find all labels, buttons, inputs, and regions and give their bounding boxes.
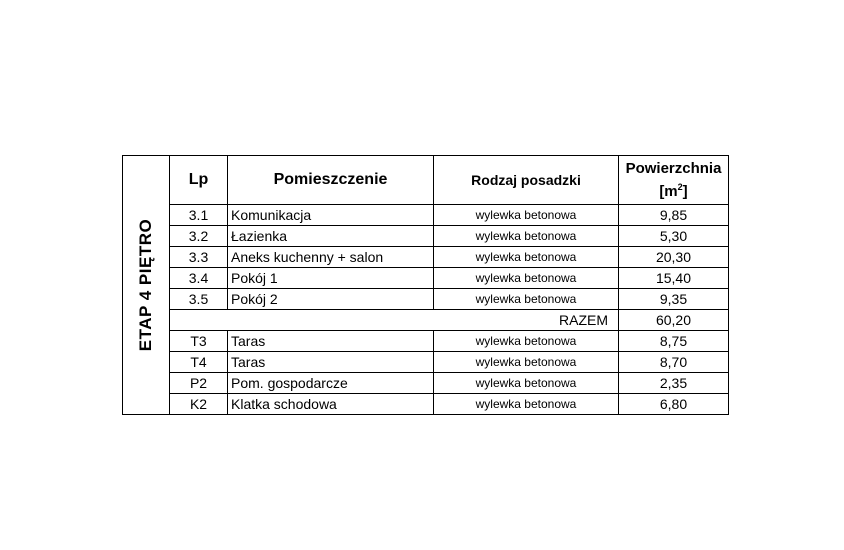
table-row: [123, 331, 729, 352]
row-floor: wylewka betonowa: [434, 205, 619, 226]
row-area: 2,35: [619, 373, 729, 394]
row-room: Klatka schodowa: [228, 394, 434, 415]
row-lp: K2: [170, 394, 228, 415]
row-room: Taras: [228, 352, 434, 373]
header-floor-type: Rodzaj posadzki: [434, 156, 619, 205]
table-header-row: [123, 156, 729, 205]
room-area-table: [122, 155, 729, 415]
row-floor: wylewka betonowa: [434, 226, 619, 247]
row-lp: 3.1: [170, 205, 228, 226]
header-area-line1: Powierzchnia: [625, 159, 722, 177]
row-room: Komunikacja: [228, 205, 434, 226]
table-row: [123, 247, 729, 268]
table-row: [123, 205, 729, 226]
row-floor: wylewka betonowa: [434, 289, 619, 310]
row-area: 9,35: [619, 289, 729, 310]
table-row: [123, 268, 729, 289]
total-label: RAZEM: [170, 310, 619, 331]
row-floor: wylewka betonowa: [434, 247, 619, 268]
row-lp: 3.4: [170, 268, 228, 289]
header-area-unit: $[m^2]$: [659, 181, 688, 200]
row-room: Pom. gospodarcze: [228, 373, 434, 394]
row-lp: 3.5: [170, 289, 228, 310]
row-floor: wylewka betonowa: [434, 352, 619, 373]
row-area: 20,30: [619, 247, 729, 268]
row-room: Taras: [228, 331, 434, 352]
stage-floor-label-cell: [123, 156, 170, 415]
row-lp: T4: [170, 352, 228, 373]
table-row: [123, 373, 729, 394]
row-area: 15,40: [619, 268, 729, 289]
row-lp: P2: [170, 373, 228, 394]
header-lp: Lp: [170, 156, 228, 205]
total-row: [123, 310, 729, 331]
row-area: 9,85: [619, 205, 729, 226]
row-floor: wylewka betonowa: [434, 331, 619, 352]
row-floor: wylewka betonowa: [434, 394, 619, 415]
row-area: 5,30: [619, 226, 729, 247]
row-room: Pokój 1: [228, 268, 434, 289]
table-row: [123, 289, 729, 310]
header-area: [619, 156, 729, 205]
row-room: Łazienka: [228, 226, 434, 247]
row-room: Aneks kuchenny + salon: [228, 247, 434, 268]
row-room: Pokój 2: [228, 289, 434, 310]
row-floor: wylewka betonowa: [434, 373, 619, 394]
row-floor: wylewka betonowa: [434, 268, 619, 289]
row-lp: 3.3: [170, 247, 228, 268]
stage-floor-label: ETAP 4 PIĘTRO: [136, 218, 155, 352]
row-area: 8,75: [619, 331, 729, 352]
table-row: [123, 394, 729, 415]
total-area: 60,20: [619, 310, 729, 331]
row-area: 8,70: [619, 352, 729, 373]
row-lp: 3.2: [170, 226, 228, 247]
row-lp: T3: [170, 331, 228, 352]
header-room: Pomieszczenie: [228, 156, 434, 205]
row-area: 6,80: [619, 394, 729, 415]
table-row: [123, 352, 729, 373]
table-row: [123, 226, 729, 247]
